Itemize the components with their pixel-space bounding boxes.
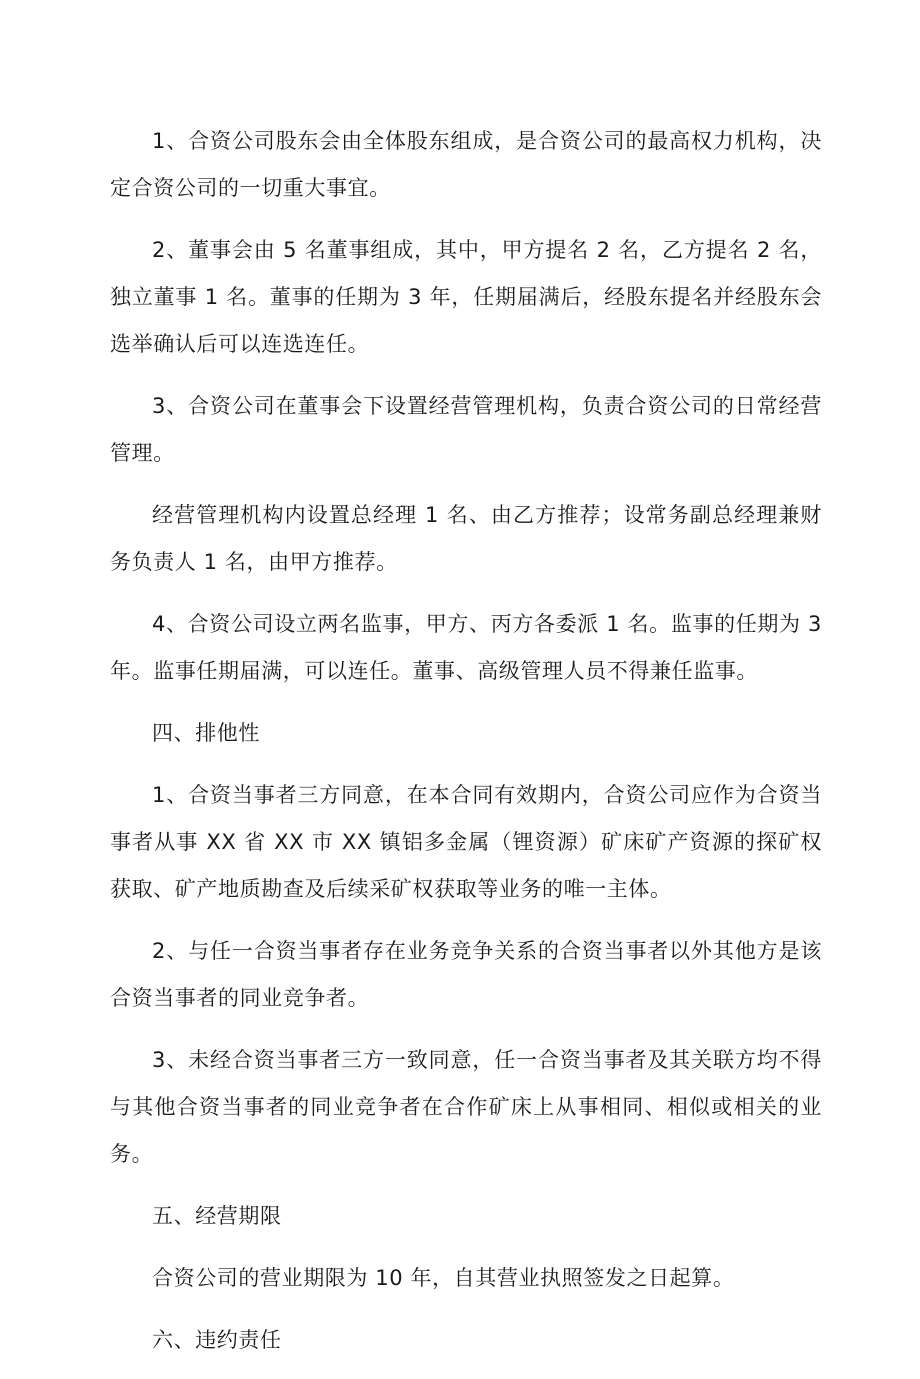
section-heading-term: 五、经营期限 (152, 1204, 282, 1228)
paragraph-board-of-directors: 2、董事会由 5 名董事组成，其中，甲方提名 2 名，乙方提名 2 名，独立董事 1 名。董事的任期为 3 年，任期届满后，经股东提名并经股东会选举确认后可以连选连任。 (110, 238, 822, 356)
paragraph-exclusivity-2: 2、与任一合资当事者存在业务竞争关系的合资当事者以外其他方是该合资当事者的同业竞争者。 (110, 939, 822, 1010)
paragraph-general-manager: 经营管理机构内设置总经理 1 名、由乙方推荐；设常务副总经理兼财务负责人 1 名，由甲方推荐。 (110, 503, 822, 574)
section-heading-exclusivity: 四、排他性 (152, 721, 260, 745)
paragraph-management-body: 3、合资公司在董事会下设置经营管理机构，负责合资公司的日常经营管理。 (110, 394, 822, 465)
paragraph-shareholders-meeting: 1、合资公司股东会由全体股东组成，是合资公司的最高权力机构，决定合资公司的一切重大事宜。 (110, 129, 822, 200)
paragraph-supervisors: 4、合资公司设立两名监事，甲方、丙方各委派 1 名。监事的任期为 3 年。监事任期届满，可以连任。董事、高级管理人员不得兼任监事。 (110, 612, 822, 683)
section-heading-liability: 六、违约责任 (152, 1328, 282, 1352)
document-page (110, 118, 822, 1379)
paragraph-exclusivity-1: 1、合资当事者三方同意，在本合同有效期内，合资公司应作为合资当事者从事 XX 省 XX 市 XX 镇铝多金属（锂资源）矿床矿产资源的探矿权获取、矿产地质勘查及后续采矿权获取等业务的唯一主体。 (110, 783, 822, 901)
paragraph-term: 合资公司的营业期限为 10 年，自其营业执照签发之日起算。 (152, 1266, 735, 1290)
paragraph-exclusivity-3: 3、未经合资当事者三方一致同意，任一合资当事者及其关联方均不得与其他合资当事者的同业竞争者在合作矿床上从事相同、相似或相关的业务。 (110, 1048, 822, 1166)
